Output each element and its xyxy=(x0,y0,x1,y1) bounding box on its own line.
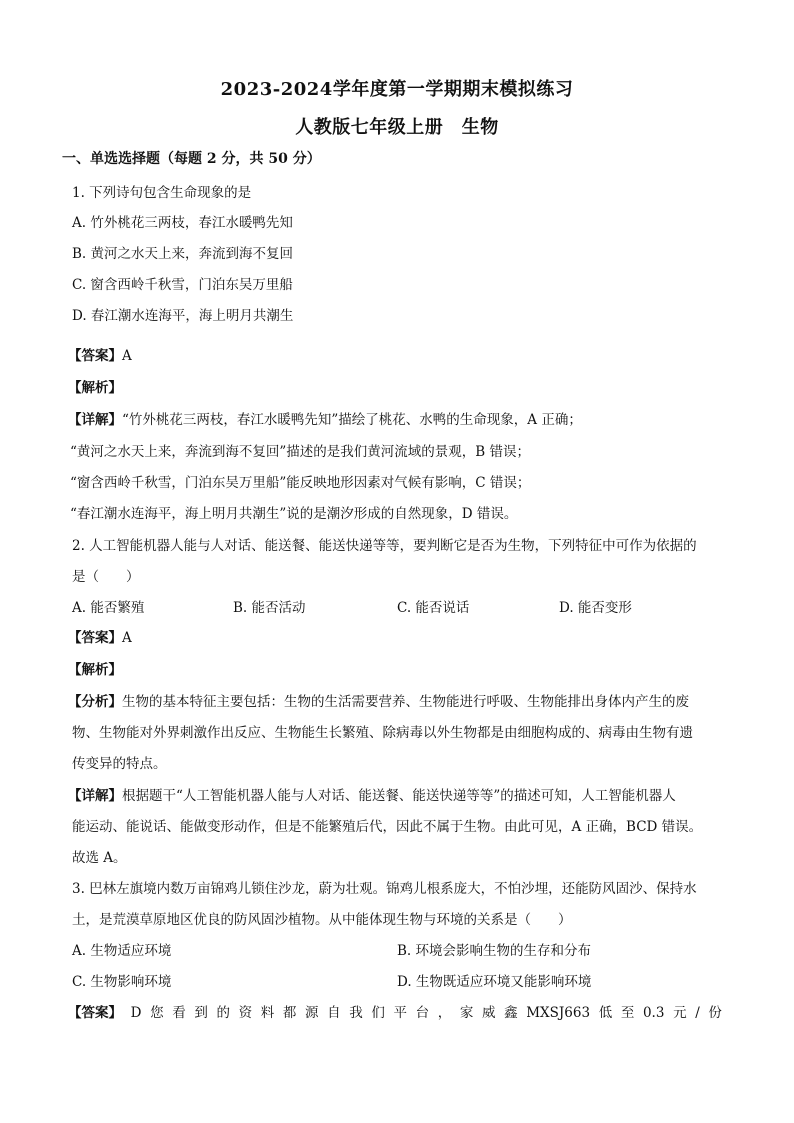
q1-detail-line-1 xyxy=(68,411,582,429)
q2-detail-line-2: 能运动、能说话、能做变形动作，但是不能繁殖后代，因此不属于生物。由此可见，A 正确，BCD 错误。 xyxy=(72,819,703,835)
answer-part: 看 xyxy=(172,1005,186,1021)
q1-option-a: A. 竹外桃花三两枝，春江水暖鸭先知 xyxy=(72,215,293,231)
q2-fenxi-line-2: 物、生物能对外界刺激作出反应、生物能生长繁殖、除病毒以外生物都是由细胞构成的、病毒由生物有遗 xyxy=(72,725,693,741)
detail-tag: 【详解】 xyxy=(68,412,122,428)
q2-answer xyxy=(68,629,132,647)
answer-part: 料 xyxy=(260,1005,275,1021)
q2-options xyxy=(72,599,722,617)
q3-option-c: C. 生物影响环境 xyxy=(72,974,172,990)
q3-option-a: A. 生物适应环境 xyxy=(72,943,172,959)
q2-stem-line-2: 是（ ） xyxy=(72,569,140,585)
q1-analysis-tag: 【解析】 xyxy=(68,380,122,396)
q1-option-b: B. 黄河之水天上来，奔流到海不复回 xyxy=(72,246,294,262)
answer-value: A xyxy=(122,630,132,646)
answer-part: 您 xyxy=(150,1005,164,1021)
q1-detail-line-3: “窗含西岭千秋雪，门泊东吴万里船”能反映地形因素对气候有影响，C 错误； xyxy=(70,475,531,491)
detail-tag: 【详解】 xyxy=(68,788,122,804)
detail-text: “竹外桃花三两枝，春江水暖鸭先知”描绘了桃花、水鸭的生命现象，A 正确； xyxy=(122,412,582,428)
answer-part: D xyxy=(130,1005,142,1021)
q2-fenxi-line-1 xyxy=(68,693,689,711)
q1-answer xyxy=(68,347,132,365)
answer-part: 0.3 xyxy=(642,1005,665,1021)
answer-part: / xyxy=(695,1005,700,1021)
q3-stem-line-2: 土，是荒漠草原地区优良的防风固沙植物。从中能体现生物与环境的关系是（ ） xyxy=(72,912,572,928)
q1-option-c: C. 窗含西岭千秋雪，门泊东吴万里船 xyxy=(72,277,293,293)
q2-option-b: B. 能否活动 xyxy=(233,600,306,616)
q2-option-a: A. 能否繁殖 xyxy=(72,600,145,616)
q1-stem: 1. 下列诗句包含生命现象的是 xyxy=(72,185,252,201)
answer-part: MXSJ663 xyxy=(526,1005,591,1021)
q2-option-c: C. 能否说话 xyxy=(397,600,470,616)
answer-part: 们 xyxy=(371,1005,385,1021)
document-subtitle: 人教版七年级上册 生物 xyxy=(295,117,499,138)
section-heading: 一、单选选择题（每题 2 分，共 50 分） xyxy=(62,151,321,167)
answer-part: 家 xyxy=(459,1005,474,1021)
q3-option-d: D. 生物既适应环境又能影响环境 xyxy=(397,974,592,990)
answer-part: 平 xyxy=(393,1005,407,1021)
q3-options-row-1 xyxy=(72,942,722,960)
answer-part: 我 xyxy=(349,1005,363,1021)
q1-detail-line-2: “黄河之水天上来，奔流到海不复回”描述的是我们黄河流域的景观，B 错误； xyxy=(70,444,531,460)
answer-part: 台 xyxy=(415,1005,430,1021)
answer-part: 份 xyxy=(708,1005,722,1021)
answer-part: 威 xyxy=(481,1005,496,1021)
q2-detail-line-3: 故选 A。 xyxy=(72,850,127,866)
document-title: 2023-2024学年度第一学期期末模拟练习 xyxy=(220,79,574,100)
answer-part: 自 xyxy=(327,1005,341,1021)
answer-part: 至 xyxy=(620,1005,635,1021)
answer-part: 到 xyxy=(194,1005,208,1021)
q2-detail-line-1 xyxy=(68,787,676,805)
q2-stem-line-1: 2. 人工智能机器人能与人对话、能送餐、能送快递等等，要判断它是否为生物，下列特征中可作为依据的 xyxy=(72,538,697,554)
q1-detail-line-4: “春江潮水连海平，海上明月共潮生”说的是潮汐形成的自然现象，D 错误。 xyxy=(70,506,518,522)
answer-part: 都 xyxy=(282,1005,297,1021)
q3-options-row-2 xyxy=(72,973,722,991)
answer-part: 的 xyxy=(216,1005,230,1021)
answer-tag: 【答案】 xyxy=(68,348,122,364)
answer-value: A xyxy=(122,348,132,364)
answer-tag: 【答案】 xyxy=(68,630,122,646)
detail-text: 根据题干“人工智能机器人能与人对话、能送餐、能送快递等等”的描述可知，人工智能机器人 xyxy=(122,788,676,804)
answer-tag: 【答案】 xyxy=(68,1005,122,1021)
answer-part: ， xyxy=(437,1005,452,1021)
answer-part: 源 xyxy=(304,1005,319,1021)
answer-part: 元 xyxy=(673,1005,687,1021)
q2-fenxi-line-3: 传变异的特点。 xyxy=(72,756,167,772)
answer-part: 低 xyxy=(598,1005,613,1021)
answer-part: 资 xyxy=(238,1005,253,1021)
answer-part: 鑫 xyxy=(504,1005,518,1021)
q1-option-d: D. 春江潮水连海平，海上明月共潮生 xyxy=(72,308,294,324)
q3-option-b: B. 环境会影响生物的生存和分布 xyxy=(397,943,592,959)
q3-stem-line-1: 3. 巴林左旗境内数万亩锦鸡儿锁住沙龙，蔚为壮观。锦鸡儿根系庞大，不怕沙埋，还能防风固沙、保持水 xyxy=(72,881,697,897)
q2-option-d: D. 能否变形 xyxy=(559,600,632,616)
fenxi-text: 生物的基本特征主要包括：生物的生活需要营养、生物能进行呼吸、生物能排出身体内产生的废 xyxy=(122,694,689,710)
q2-analysis-tag: 【解析】 xyxy=(68,662,122,678)
q3-answer-line xyxy=(68,1004,722,1022)
fenxi-tag: 【分析】 xyxy=(68,694,122,710)
